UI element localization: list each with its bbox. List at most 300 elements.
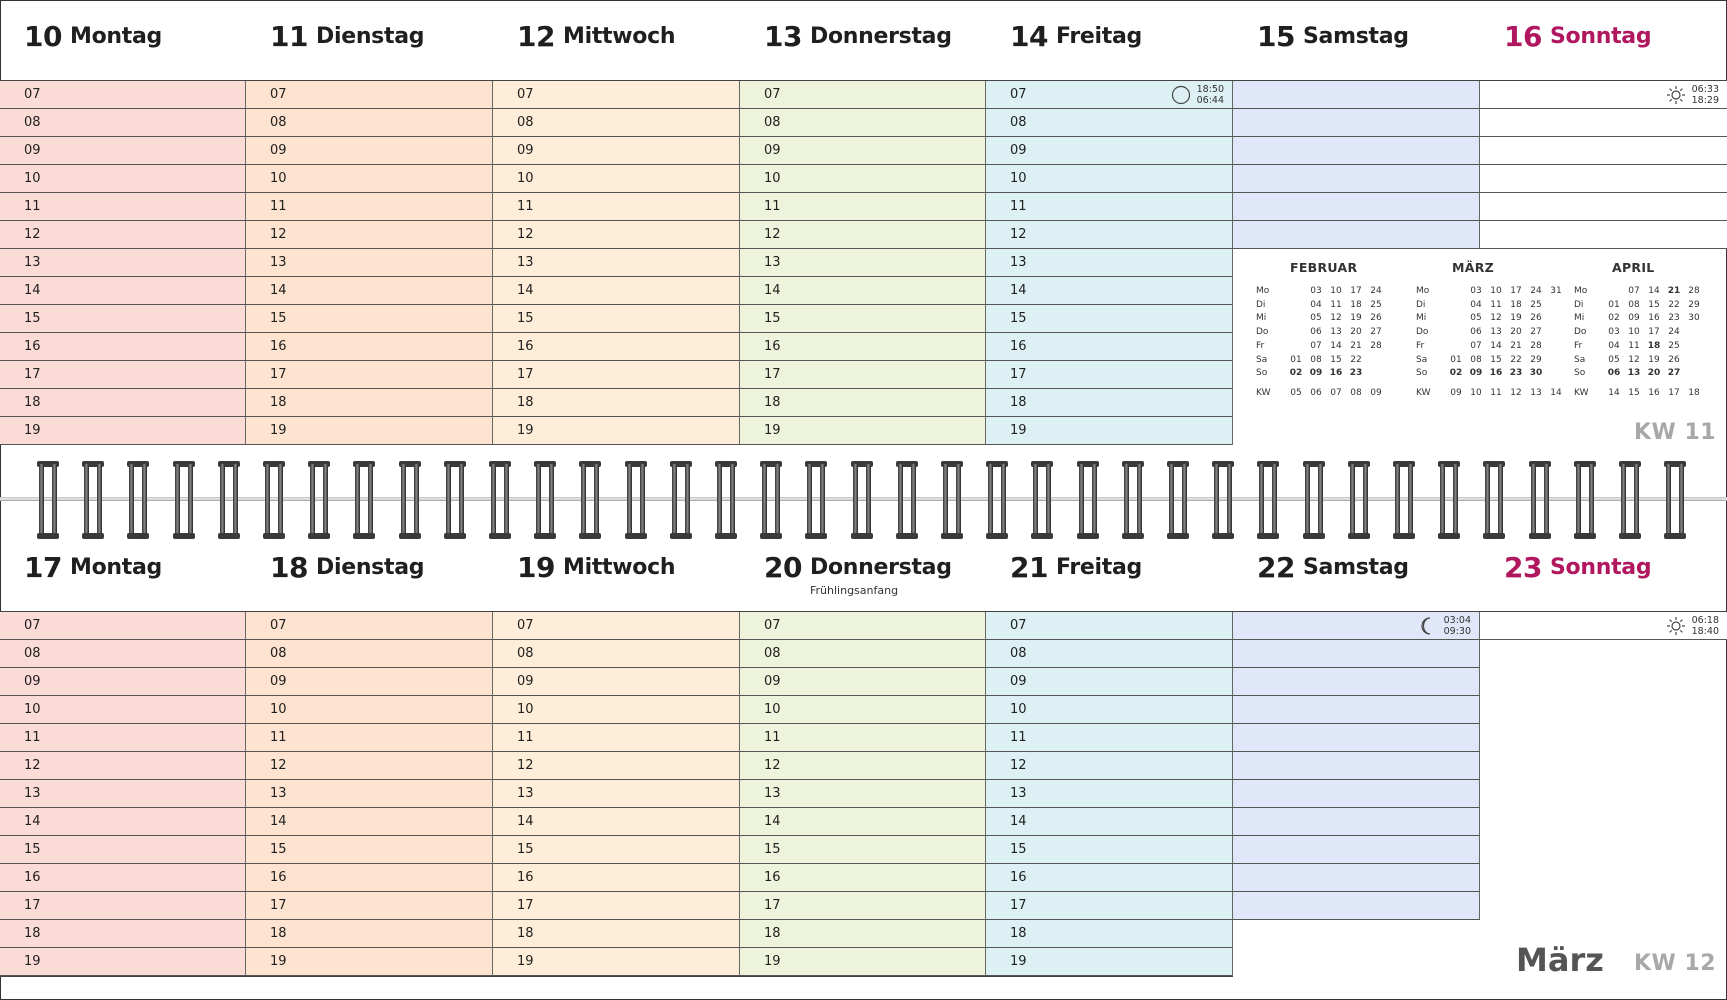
time-slot-donnerstag[interactable] — [740, 305, 986, 333]
time-slot-donnerstag[interactable] — [740, 696, 986, 724]
mini-day: 10 — [1490, 286, 1502, 296]
time-slot-freitag[interactable] — [986, 221, 1233, 249]
time-slot-donnerstag[interactable] — [740, 333, 986, 361]
spiral-coil — [1167, 461, 1189, 539]
time-slot-dienstag[interactable] — [246, 109, 493, 137]
mini-day: 10 — [1628, 327, 1640, 338]
time-slot-mittwoch[interactable] — [493, 780, 740, 808]
time-slot-dienstag[interactable] — [246, 249, 493, 277]
hour-label: 10 — [517, 171, 534, 186]
time-slot-montag[interactable] — [0, 193, 246, 221]
hour-label: 08 — [24, 646, 41, 661]
time-slot-montag[interactable] — [0, 724, 246, 752]
time-slot-sonntag[interactable] — [1480, 221, 1727, 249]
mini-day: 16 — [1489, 368, 1503, 379]
time-slot-dienstag[interactable] — [246, 389, 493, 417]
time-slot-mittwoch[interactable] — [493, 249, 740, 277]
hour-label: 19 — [764, 423, 781, 438]
time-slot-freitag[interactable] — [986, 920, 1233, 948]
time-slot-donnerstag[interactable] — [740, 808, 986, 836]
time-slot-freitag[interactable] — [986, 612, 1233, 640]
time-slot-donnerstag[interactable] — [740, 724, 986, 752]
time-slot-donnerstag[interactable] — [740, 780, 986, 808]
time-slot-donnerstag[interactable] — [740, 137, 986, 165]
hour-label: 11 — [270, 730, 287, 745]
spiral-coil — [986, 461, 1008, 539]
time-slot-montag[interactable] — [0, 892, 246, 920]
mini-week-row — [1416, 341, 1566, 351]
day-number: 16 — [1504, 20, 1542, 53]
hour-label: 18 — [1010, 395, 1027, 410]
mini-week-row — [1574, 368, 1704, 378]
mini-day: 15 — [1628, 387, 1640, 398]
time-slot-dienstag[interactable] — [246, 165, 493, 193]
spiral-coil — [1574, 461, 1596, 539]
time-slot-samstag[interactable] — [1233, 752, 1480, 780]
time-slot-montag[interactable] — [0, 696, 246, 724]
mini-day: 08 — [1310, 354, 1322, 365]
day-name: Freitag — [1056, 555, 1142, 580]
time-slot-dienstag[interactable] — [246, 221, 493, 249]
time-slot-freitag[interactable] — [986, 780, 1233, 808]
day-header-freitag — [986, 531, 1233, 611]
hour-label: 17 — [764, 898, 781, 913]
hour-label: 17 — [764, 367, 781, 382]
hour-label: 11 — [270, 199, 287, 214]
time-slot-sonntag[interactable] — [1480, 612, 1727, 640]
mini-day: 30 — [1529, 368, 1543, 379]
hour-label: 19 — [1010, 954, 1027, 969]
time-slot-mittwoch[interactable] — [493, 389, 740, 417]
time-slot-donnerstag[interactable] — [740, 892, 986, 920]
mini-day: 09 — [1450, 387, 1462, 398]
time-slot-mittwoch[interactable] — [493, 305, 740, 333]
mini-day: 04 — [1608, 340, 1620, 351]
hour-label: 18 — [764, 926, 781, 941]
hour-label: 14 — [24, 283, 41, 298]
mini-day — [1446, 327, 1466, 337]
time-slot-samstag[interactable] — [1233, 640, 1480, 668]
mini-day — [1546, 355, 1566, 365]
mini-day: 16 — [1329, 368, 1343, 379]
time-slot-samstag[interactable] — [1233, 724, 1480, 752]
sun-times — [1666, 615, 1719, 637]
time-slot-dienstag[interactable] — [246, 920, 493, 948]
time-slot-samstag[interactable] — [1233, 612, 1480, 640]
mini-day: 18 — [1647, 340, 1661, 351]
mini-week-row — [1256, 368, 1386, 378]
time-slot-donnerstag[interactable] — [740, 836, 986, 864]
time-slot-montag[interactable] — [0, 109, 246, 137]
time-slot-samstag[interactable] — [1233, 81, 1480, 109]
time-slot-freitag[interactable] — [986, 277, 1233, 305]
time-slot-mittwoch[interactable] — [493, 109, 740, 137]
time-slot-dienstag[interactable] — [246, 640, 493, 668]
time-slot-mittwoch[interactable] — [493, 81, 740, 109]
mini-day: 22 — [1350, 354, 1362, 365]
time-slot-freitag[interactable] — [986, 361, 1233, 389]
time-slot-montag[interactable] — [0, 640, 246, 668]
mini-month-title: FEBRUAR — [1290, 260, 1358, 275]
day-header-donnerstag — [740, 0, 986, 80]
time-slot-mittwoch[interactable] — [493, 836, 740, 864]
time-slot-montag[interactable] — [0, 612, 246, 640]
time-slot-mittwoch[interactable] — [493, 193, 740, 221]
time-slot-samstag[interactable] — [1233, 193, 1480, 221]
time-slot-sonntag[interactable] — [1480, 81, 1727, 109]
hour-label: 18 — [1010, 926, 1027, 941]
time-slot-dienstag[interactable] — [246, 193, 493, 221]
time-slot-mittwoch[interactable] — [493, 724, 740, 752]
mini-day — [1546, 368, 1566, 378]
mini-day: 11 — [1628, 340, 1640, 351]
time-slot-mittwoch[interactable] — [493, 333, 740, 361]
mini-day-label: Fr — [1416, 340, 1425, 351]
time-slot-mittwoch[interactable] — [493, 920, 740, 948]
mini-day-label: KW — [1256, 387, 1271, 398]
hour-label: 10 — [517, 702, 534, 717]
spiral-coil — [37, 461, 59, 539]
time-slot-mittwoch[interactable] — [493, 612, 740, 640]
mini-day: 17 — [1648, 327, 1660, 338]
time-slot-montag[interactable] — [0, 752, 246, 780]
time-slot-mittwoch[interactable] — [493, 808, 740, 836]
time-slot-samstag[interactable] — [1233, 221, 1480, 249]
time-slot-dienstag[interactable] — [246, 305, 493, 333]
time-slot-dienstag[interactable] — [246, 612, 493, 640]
time-slot-dienstag[interactable] — [246, 752, 493, 780]
mini-day: 09 — [1309, 368, 1323, 379]
day-name: Mittwoch — [563, 24, 676, 49]
time-slot-dienstag[interactable] — [246, 333, 493, 361]
time-slot-donnerstag[interactable] — [740, 389, 986, 417]
time-slot-freitag[interactable] — [986, 836, 1233, 864]
day-name: Donnerstag — [810, 24, 952, 49]
time-slot-sonntag[interactable] — [1480, 193, 1727, 221]
time-slot-dienstag[interactable] — [246, 361, 493, 389]
time-slot-samstag[interactable] — [1233, 165, 1480, 193]
column-sonntag — [1480, 612, 1727, 640]
time-slot-donnerstag[interactable] — [740, 81, 986, 109]
time-slot-dienstag[interactable] — [246, 696, 493, 724]
time-slot-donnerstag[interactable] — [740, 920, 986, 948]
column-donnerstag — [740, 612, 986, 976]
time-slot-samstag[interactable] — [1233, 137, 1480, 165]
mini-day: 06 — [1607, 368, 1621, 379]
bottom-divider — [0, 976, 1233, 977]
time-slot-dienstag[interactable] — [246, 780, 493, 808]
hour-label: 07 — [517, 618, 534, 633]
hour-label: 12 — [1010, 227, 1027, 242]
time-slot-montag[interactable] — [0, 389, 246, 417]
hour-label: 14 — [270, 283, 287, 298]
time-slot-mittwoch[interactable] — [493, 892, 740, 920]
hour-label: 15 — [764, 311, 781, 326]
time-slot-freitag[interactable] — [986, 417, 1233, 445]
time-slot-dienstag[interactable] — [246, 137, 493, 165]
time-slot-mittwoch[interactable] — [493, 137, 740, 165]
mini-day-label: Sa — [1416, 354, 1428, 365]
hour-label: 16 — [1010, 339, 1027, 354]
time-slot-montag[interactable] — [0, 221, 246, 249]
time-slot-dienstag[interactable] — [246, 81, 493, 109]
hour-label: 07 — [270, 87, 287, 102]
mini-day: 06 — [1310, 327, 1322, 338]
day-header-samstag — [1233, 0, 1480, 80]
time-slot-freitag[interactable] — [986, 864, 1233, 892]
time-slot-donnerstag[interactable] — [740, 864, 986, 892]
time-slot-donnerstag[interactable] — [740, 165, 986, 193]
spiral-coil — [1619, 461, 1641, 539]
mini-day: 26 — [1530, 313, 1542, 324]
time-slot-dienstag[interactable] — [246, 836, 493, 864]
hour-label: 08 — [270, 115, 287, 130]
hour-label: 08 — [764, 646, 781, 661]
hour-label: 18 — [24, 926, 41, 941]
mini-day: 08 — [1470, 354, 1482, 365]
time-slot-samstag[interactable] — [1233, 808, 1480, 836]
hour-label: 13 — [764, 255, 781, 270]
mini-day: 27 — [1530, 327, 1542, 338]
mini-week-row — [1416, 355, 1566, 365]
time-slot-freitag[interactable] — [986, 137, 1233, 165]
mini-day — [1286, 341, 1306, 351]
time-slot-mittwoch[interactable] — [493, 696, 740, 724]
day-number: 13 — [764, 20, 802, 53]
hour-label: 16 — [517, 870, 534, 885]
time-slot-donnerstag[interactable] — [740, 752, 986, 780]
time-slot-donnerstag[interactable] — [740, 193, 986, 221]
mini-day-label: Do — [1416, 327, 1429, 338]
time-slot-montag[interactable] — [0, 305, 246, 333]
mini-day — [1684, 327, 1704, 337]
time-slot-freitag[interactable] — [986, 165, 1233, 193]
mini-day: 13 — [1530, 387, 1542, 398]
spiral-coil — [534, 461, 556, 539]
time-slot-freitag[interactable] — [986, 724, 1233, 752]
time-slot-donnerstag[interactable] — [740, 277, 986, 305]
time-slot-freitag[interactable] — [986, 640, 1233, 668]
hour-label: 10 — [1010, 171, 1027, 186]
spiral-coil — [1031, 461, 1053, 539]
spiral-coil — [1077, 461, 1099, 539]
time-slot-mittwoch[interactable] — [493, 640, 740, 668]
mini-day: 16 — [1648, 313, 1660, 324]
time-slot-dienstag[interactable] — [246, 277, 493, 305]
mini-week-row — [1256, 388, 1386, 398]
time-slot-mittwoch[interactable] — [493, 221, 740, 249]
time-slot-dienstag[interactable] — [246, 668, 493, 696]
time-slot-montag[interactable] — [0, 920, 246, 948]
hour-label: 10 — [24, 702, 41, 717]
crescent-moon-icon — [1418, 616, 1438, 636]
hour-label: 15 — [1010, 842, 1027, 857]
time-slot-samstag[interactable] — [1233, 109, 1480, 137]
spiral-coil — [308, 461, 330, 539]
mini-day: 31 — [1550, 286, 1562, 296]
time-slot-dienstag[interactable] — [246, 948, 493, 976]
time-slot-sonntag[interactable] — [1480, 165, 1727, 193]
time-slot-freitag[interactable] — [986, 333, 1233, 361]
time-slot-montag[interactable] — [0, 836, 246, 864]
hour-label: 09 — [24, 143, 41, 158]
time-slot-donnerstag[interactable] — [740, 417, 986, 445]
time-slot-montag[interactable] — [0, 249, 246, 277]
time-slot-freitag[interactable] — [986, 249, 1233, 277]
mini-week-row — [1574, 341, 1704, 351]
hour-label: 07 — [517, 87, 534, 102]
time-slot-montag[interactable] — [0, 277, 246, 305]
mini-week-row — [1256, 286, 1386, 296]
spiral-coil — [805, 461, 827, 539]
time-slot-samstag[interactable] — [1233, 668, 1480, 696]
time-slot-dienstag[interactable] — [246, 892, 493, 920]
time-slot-freitag[interactable] — [986, 389, 1233, 417]
week-number-label: KW 11 — [1634, 420, 1717, 445]
mini-week-row — [1416, 286, 1566, 296]
time-slot-montag[interactable] — [0, 780, 246, 808]
spiral-coil — [353, 461, 375, 539]
mini-day: 20 — [1350, 327, 1362, 338]
mini-day: 28 — [1370, 340, 1382, 351]
hour-label: 14 — [1010, 814, 1027, 829]
mini-week-row — [1574, 313, 1704, 323]
time-slot-freitag[interactable] — [986, 109, 1233, 137]
mini-day: 14 — [1490, 340, 1502, 351]
mini-week-row — [1416, 368, 1566, 378]
column-montag — [0, 81, 246, 445]
mini-day: 25 — [1668, 340, 1680, 351]
time-slot-donnerstag[interactable] — [740, 249, 986, 277]
hour-label: 12 — [764, 758, 781, 773]
mini-day: 07 — [1628, 286, 1640, 296]
time-slot-donnerstag[interactable] — [740, 640, 986, 668]
time-slot-sonntag[interactable] — [1480, 137, 1727, 165]
time-slot-mittwoch[interactable] — [493, 864, 740, 892]
time-slot-montag[interactable] — [0, 137, 246, 165]
mini-day: 05 — [1608, 354, 1620, 365]
column-mittwoch — [493, 81, 740, 445]
day-header-mittwoch — [493, 531, 740, 611]
mini-day: 13 — [1330, 327, 1342, 338]
time-slot-freitag[interactable] — [986, 696, 1233, 724]
hour-label: 14 — [24, 814, 41, 829]
time-slot-sonntag[interactable] — [1480, 109, 1727, 137]
time-slot-montag[interactable] — [0, 808, 246, 836]
time-slot-freitag[interactable] — [986, 193, 1233, 221]
time-slot-mittwoch[interactable] — [493, 277, 740, 305]
hour-label: 09 — [24, 674, 41, 689]
mini-week-row — [1256, 313, 1386, 323]
mini-day: 15 — [1490, 354, 1502, 365]
hour-label: 08 — [24, 115, 41, 130]
time-slot-dienstag[interactable] — [246, 724, 493, 752]
spiral-coil — [1664, 461, 1686, 539]
time-slot-freitag[interactable] — [986, 808, 1233, 836]
time-slot-donnerstag[interactable] — [740, 948, 986, 976]
time-slot-freitag[interactable] — [986, 81, 1233, 109]
time-slot-mittwoch[interactable] — [493, 668, 740, 696]
time-slot-samstag[interactable] — [1233, 696, 1480, 724]
mini-day-label: Mo — [1574, 286, 1588, 296]
mini-day-label: Mo — [1256, 286, 1270, 296]
time-slot-montag[interactable] — [0, 81, 246, 109]
mini-day — [1684, 355, 1704, 365]
spiral-coil — [1483, 461, 1505, 539]
mini-day-label: KW — [1574, 387, 1589, 398]
time-slot-donnerstag[interactable] — [740, 109, 986, 137]
mini-day: 15 — [1330, 354, 1342, 365]
time-slot-montag[interactable] — [0, 668, 246, 696]
hour-label: 19 — [270, 423, 287, 438]
time-slot-samstag[interactable] — [1233, 836, 1480, 864]
time-slot-montag[interactable] — [0, 417, 246, 445]
time-slot-montag[interactable] — [0, 948, 246, 976]
time-slot-samstag[interactable] — [1233, 780, 1480, 808]
time-slot-donnerstag[interactable] — [740, 221, 986, 249]
time-slot-donnerstag[interactable] — [740, 668, 986, 696]
mini-day — [1604, 286, 1624, 296]
hour-label: 19 — [517, 954, 534, 969]
spiral-coil — [760, 461, 782, 539]
time-slot-samstag[interactable] — [1233, 864, 1480, 892]
spiral-coil — [127, 461, 149, 539]
time-slot-dienstag[interactable] — [246, 417, 493, 445]
time-slot-montag[interactable] — [0, 333, 246, 361]
mini-day — [1546, 327, 1566, 337]
time-slot-mittwoch[interactable] — [493, 361, 740, 389]
mini-day: 12 — [1628, 354, 1640, 365]
mini-calendar — [1234, 248, 1727, 448]
time-slot-samstag[interactable] — [1233, 892, 1480, 920]
time-slot-freitag[interactable] — [986, 892, 1233, 920]
time-slot-dienstag[interactable] — [246, 864, 493, 892]
hour-label: 12 — [1010, 758, 1027, 773]
time-slot-donnerstag[interactable] — [740, 361, 986, 389]
time-slot-montag[interactable] — [0, 864, 246, 892]
mini-day: 03 — [1310, 286, 1322, 296]
hour-label: 07 — [24, 618, 41, 633]
time-slot-mittwoch[interactable] — [493, 165, 740, 193]
hour-label: 12 — [517, 758, 534, 773]
mini-day: 12 — [1490, 313, 1502, 324]
time-slot-freitag[interactable] — [986, 668, 1233, 696]
time-slot-mittwoch[interactable] — [493, 752, 740, 780]
mini-day: 08 — [1350, 387, 1362, 398]
time-slot-montag[interactable] — [0, 361, 246, 389]
mini-day: 28 — [1688, 286, 1700, 296]
time-slot-montag[interactable] — [0, 165, 246, 193]
mini-day-label: Mo — [1416, 286, 1430, 296]
hour-label: 09 — [1010, 674, 1027, 689]
time-slot-dienstag[interactable] — [246, 808, 493, 836]
time-slot-mittwoch[interactable] — [493, 948, 740, 976]
column-samstag — [1233, 81, 1480, 249]
mini-day: 28 — [1530, 340, 1542, 351]
hour-label: 07 — [1010, 87, 1027, 102]
spiral-coil — [82, 461, 104, 539]
time-slot-freitag[interactable] — [986, 948, 1233, 976]
hour-label: 18 — [270, 395, 287, 410]
time-slot-donnerstag[interactable] — [740, 612, 986, 640]
hour-label: 13 — [1010, 786, 1027, 801]
day-number: 11 — [270, 20, 308, 53]
column-dienstag — [246, 81, 493, 445]
time-slot-mittwoch[interactable] — [493, 417, 740, 445]
time-slot-freitag[interactable] — [986, 752, 1233, 780]
time-slot-freitag[interactable] — [986, 305, 1233, 333]
column-freitag — [986, 612, 1233, 976]
